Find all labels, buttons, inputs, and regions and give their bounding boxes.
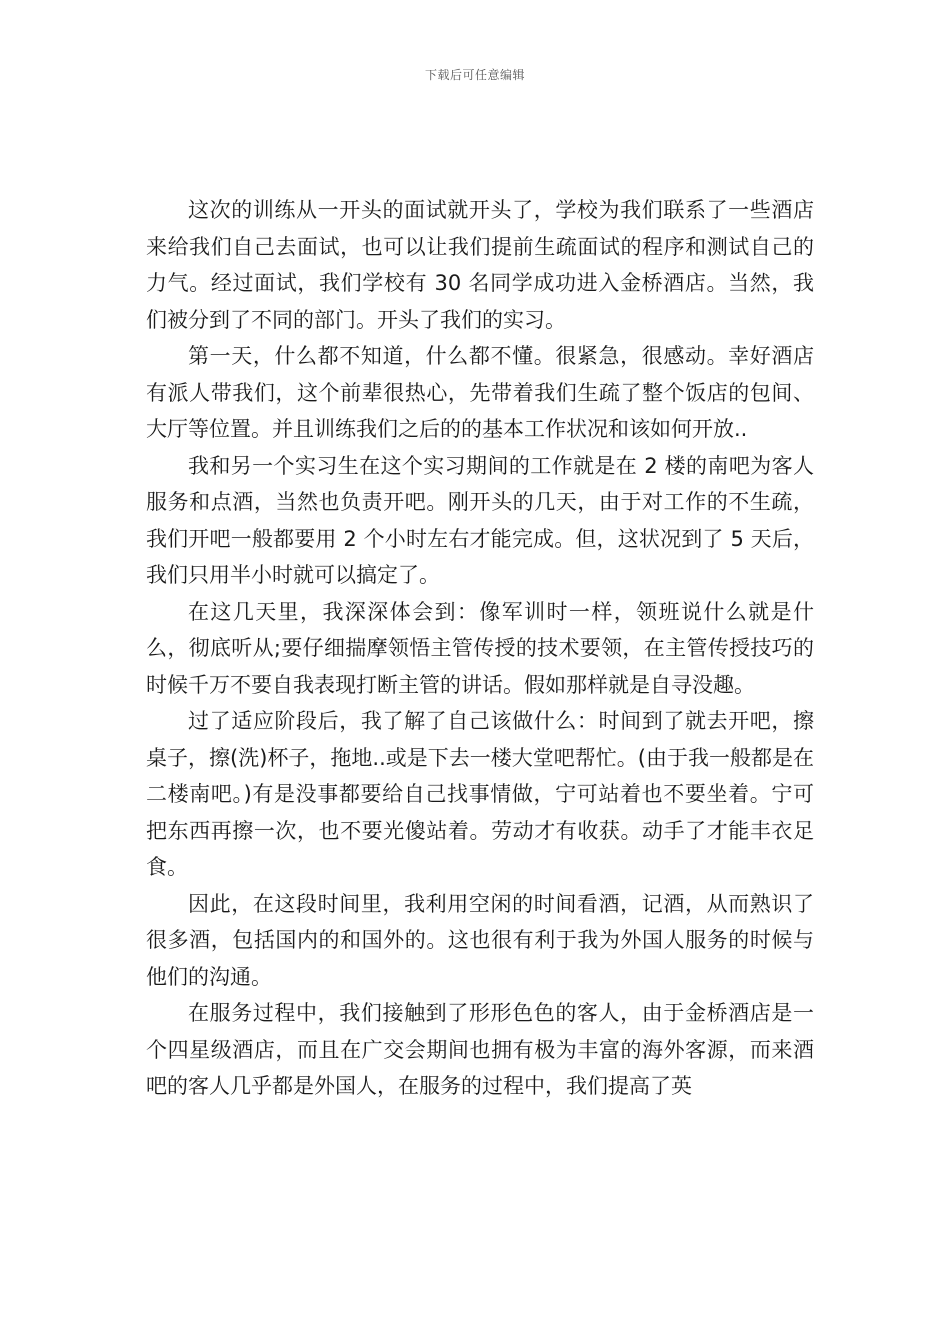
- paragraph: 在这几天里，我深深体会到：像军训时一样，领班说什么就是什么，彻底听从;要仔细揣摩领悟主管传授的技术要领，在主管传授技巧的时候千万不要自我表现打断主管的讲话。假如那样就是自寻没趣。: [146, 599, 814, 697]
- page-header: 下载后可任意编辑: [424, 68, 525, 82]
- paragraph: 在服务过程中，我们接触到了形形色色的客人，由于金桥酒店是一个四星级酒店，而且在广交会期间也拥有极为丰富的海外客源，而来酒吧的客人几乎都是外国人，在服务的过程中，我们提高了英: [146, 1001, 814, 1098]
- paragraph: 第一天，什么都不知道，什么都不懂。很紧急，很感动。幸好酒店有派人带我们，这个前辈很热心，先带着我们生疏了整个饭店的包间、大厅等位置。并且训练我们之后的的基本工作状况和该如何开放..: [146, 344, 814, 441]
- document-body: [146, 192, 814, 1105]
- paragraph: 这次的训练从一开头的面试就开头了，学校为我们联系了一些酒店来给我们自己去面试，也可以让我们提前生疏面试的程序和测试自己的力气。经过面试，我们学校有 30 名同学成功进入金桥酒店。当然，我们被分到了不同的部门。开头了我们的实习。: [146, 198, 814, 332]
- paragraph: 我和另一个实习生在这个实习期间的工作就是在 2 楼的南吧为客人服务和点酒，当然也负责开吧。刚开头的几天，由于对工作的不生疏，我们开吧一般都要用 2 个小时左右才能完成。但，这状况到了 5 天后，我们只用半小时就可以搞定了。: [146, 453, 814, 587]
- paragraph: 因此，在这段时间里，我利用空闲的时间看酒，记酒，从而熟识了很多酒，包括国内的和国外的。这也很有利于我为外国人服务的时候与他们的沟通。: [146, 891, 814, 989]
- paragraph: 过了适应阶段后，我了解了自己该做什么：时间到了就去开吧，擦桌子，擦(洗)杯子，拖地..或是下去一楼大堂吧帮忙。(由于我一般都是在二楼南吧。)有是没事都要给自己找事情做，宁可站着也不要坐着。宁可把东西再擦一次，也不要光傻站着。劳动才有收获。动手了才能丰衣足食。: [146, 709, 814, 879]
